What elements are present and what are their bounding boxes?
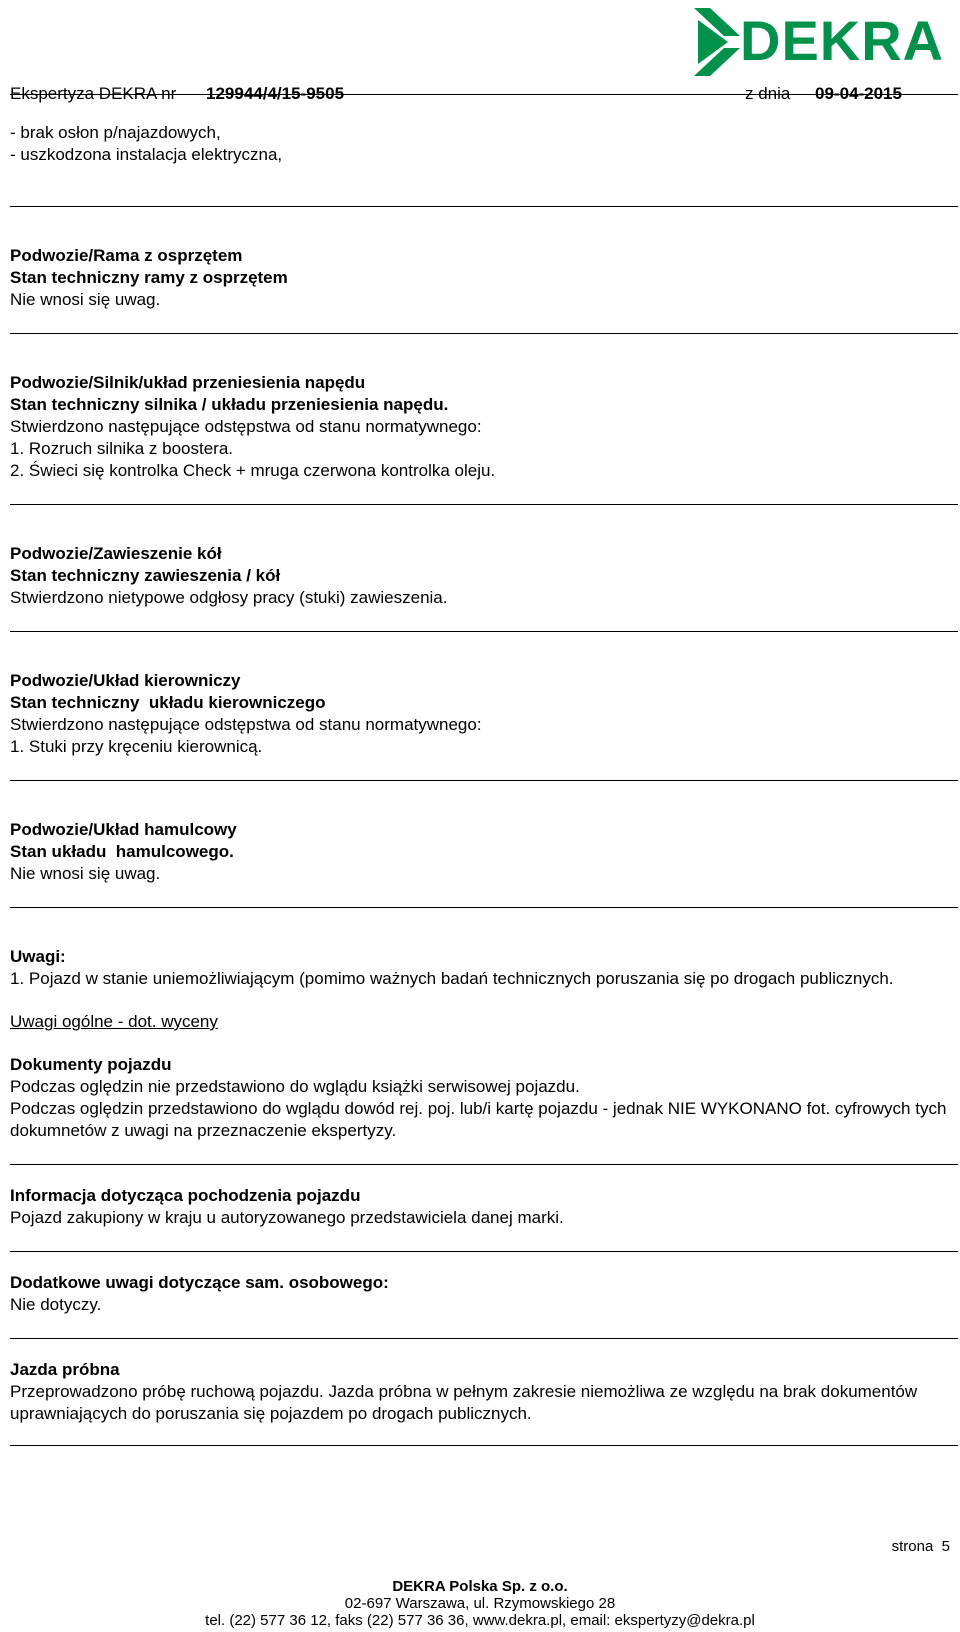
section-subtitle: Stan techniczny silnika / układu przeniesienia napędu. xyxy=(10,395,449,414)
general-remarks-link[interactable]: Uwagi ogólne - dot. wyceny xyxy=(10,1012,218,1031)
section-subtitle: Stan techniczny układu kierowniczego xyxy=(10,693,326,712)
section-line: Stwierdzono następujące odstępstwa od stanu normatywnego: xyxy=(10,417,482,436)
section-title: Podwozie/Silnik/układ przeniesienia napędu xyxy=(10,373,366,392)
company-name: DEKRA Polska Sp. z o.o. xyxy=(392,1578,568,1595)
report-content xyxy=(10,122,958,1446)
page-header xyxy=(10,0,958,103)
section-line: 1. Rozruch silnika z boostera. xyxy=(10,439,233,458)
intro-line: - brak osłon p/najazdowych, xyxy=(10,123,221,142)
section-text: Stwierdzono nietypowe odgłosy pracy (stuki) zawieszenia. xyxy=(10,588,448,607)
remarks-title: Uwagi: xyxy=(10,947,66,966)
documents-line: Podczas oględzin przedstawiono do wglądu dowód rej. poj. lub/i kartę pojazdu - jednak NIE WYKONANO fot. cyfrowych tych dokumnetów z uwagi na przeznaczenie ekspertyzy. xyxy=(10,1099,947,1140)
section-title: Podwozie/Układ kierowniczy xyxy=(10,671,241,690)
section-text: Pojazd zakupiony w kraju u autoryzowanego przedstawiciela danej marki. xyxy=(10,1208,564,1227)
company-contact: tel. (22) 577 36 12, faks (22) 577 36 36, www.dekra.pl, email: ekspertyzy@dekra.pl xyxy=(205,1612,755,1629)
remarks-text: 1. Pojazd w stanie uniemożliwiającym (pomimo ważnych badań technicznych poruszania się po drogach publicznych. xyxy=(10,969,894,988)
section-line: 2. Świeci się kontrolka Check + mruga czerwona kontrolka oleju. xyxy=(10,461,496,480)
section-title: Podwozie/Rama z osprzętem xyxy=(10,246,243,265)
documents-line: Podczas oględzin nie przedstawiono do wglądu książki serwisowej pojazdu. xyxy=(10,1077,580,1096)
header-rule xyxy=(10,94,958,95)
page-number xyxy=(892,1538,950,1555)
section-text: Nie dotyczy. xyxy=(10,1295,102,1314)
section-title: Podwozie/Zawieszenie kół xyxy=(10,544,222,563)
documents-title: Dokumenty pojazdu xyxy=(10,1055,172,1074)
section-text: Przeprowadzono próbę ruchową pojazdu. Jazda próbna w pełnym zakresie niemożliwa ze względu na brak dokumentów uprawniających do poruszania się pojazdem po drogach publicznych. xyxy=(10,1382,918,1423)
expertise-label: Ekspertyza DEKRA nr xyxy=(10,84,177,103)
intro-line: - uszkodzona instalacja elektryczna, xyxy=(10,145,283,164)
date-label: z dnia xyxy=(745,84,791,103)
section-text: Nie wnosi się uwag. xyxy=(10,290,161,309)
section-title: Dodatkowe uwagi dotyczące sam. osobowego: xyxy=(10,1273,389,1292)
section-line: 1. Stuki przy kręceniu kierownicą. xyxy=(10,737,263,756)
expertise-number: 129944/4/15-9505 xyxy=(206,84,345,103)
page-number-value: 5 xyxy=(941,1538,950,1555)
section-title: Podwozie/Układ hamulcowy xyxy=(10,820,237,839)
section-subtitle: Stan techniczny zawieszenia / kół xyxy=(10,566,281,585)
dekra-logo xyxy=(697,6,960,78)
section-text: Nie wnosi się uwag. xyxy=(10,864,161,883)
section-line: Stwierdzono następujące odstępstwa od stanu normatywnego: xyxy=(10,715,482,734)
section-subtitle: Stan układu hamulcowego. xyxy=(10,842,234,861)
section-divider xyxy=(10,1445,958,1446)
company-address: 02-697 Warszawa, ul. Rzymowskiego 28 xyxy=(344,1595,616,1612)
section-subtitle: Stan techniczny ramy z osprzętem xyxy=(10,268,288,287)
section-title: Informacja dotycząca pochodzenia pojazdu xyxy=(10,1186,361,1205)
date-value: 09-04-2015 xyxy=(815,84,902,103)
page-label: strona xyxy=(891,1538,934,1555)
logo-text: DEKRA xyxy=(740,9,945,72)
company-info xyxy=(0,1578,960,1629)
section-title: Jazda próbna xyxy=(10,1360,120,1379)
